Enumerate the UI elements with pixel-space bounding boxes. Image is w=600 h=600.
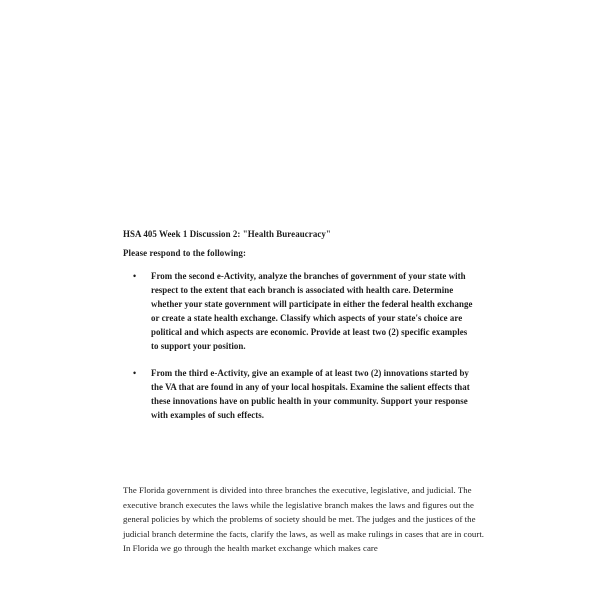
response-body-block (123, 483, 495, 556)
list-item (123, 366, 475, 422)
prompt-list (123, 269, 475, 422)
list-item (123, 269, 475, 354)
page-title: HSA 405 Week 1 Discussion 2: "Health Bureaucracy" (123, 229, 331, 239)
response-paragraph: The Florida government is divided into three branches the executive, legislative, and judicial. The executive branch executes the laws while the legislative branch makes the laws and figures out the general policies by which the problems of society should be met. The judges and the justices of the judicial branch determine the facts, clarify the laws, as well as make rulings in cases that are in court. In Florida we go through the health market exchange which makes care (123, 485, 489, 554)
assignment-prompt-block (123, 227, 475, 422)
list-item-text: From the third e-Activity, give an example of at least two (2) innovations started by the VA that are found in any of your local hospitals. Examine the salient effects that these innovations have on public health in your community. Support your response with examples of such effects. (151, 367, 470, 420)
instruction-line: Please respond to the following: (123, 248, 246, 258)
list-item-text: From the second e-Activity, analyze the branches of government of your state with respect to the extent that each branch is associated with health care. Determine whether your state government will participate in either the federal health exchange or create a state health exchange. Classify which aspects of your state's choice are political and which aspects are economic. Provide at least two (2) specific examples to support your position. (151, 271, 473, 352)
bullet-icon: • (133, 367, 137, 378)
bullet-icon: • (133, 271, 137, 281)
